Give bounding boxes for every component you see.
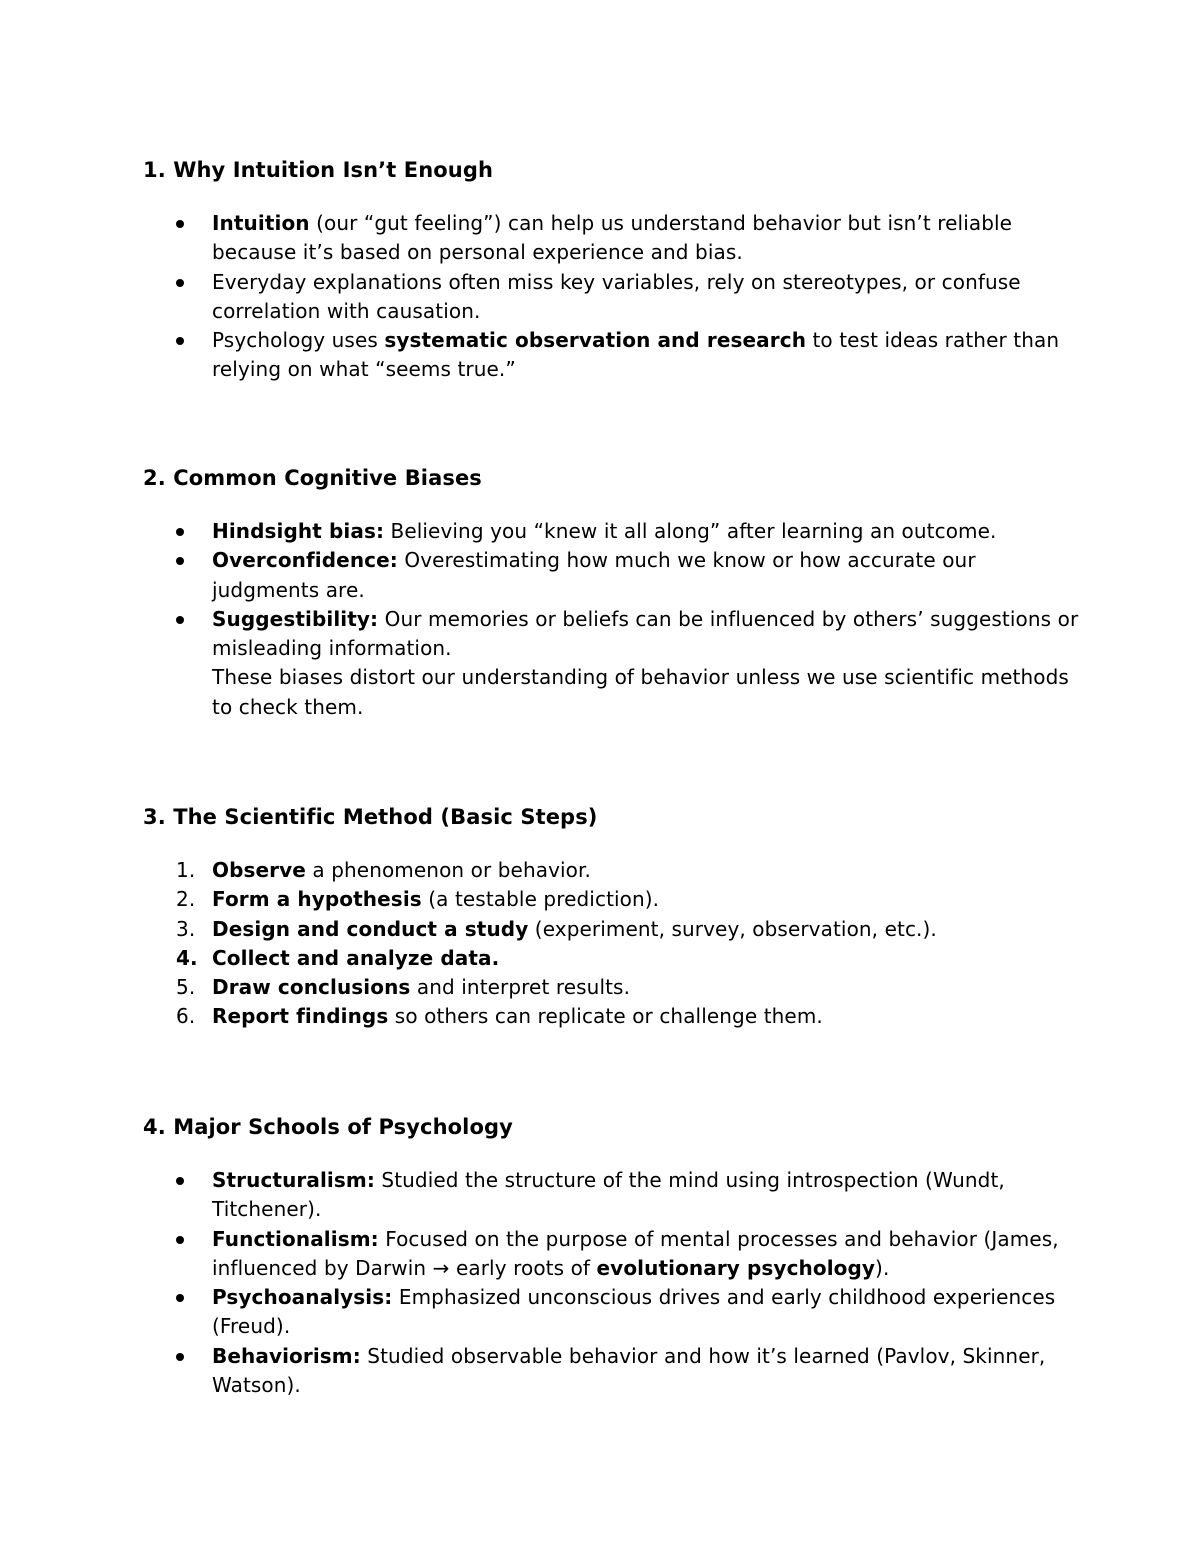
section-heading: 1. Why Intuition Isn’t Enough	[143, 158, 494, 182]
bullet-list	[143, 1166, 1080, 1400]
bullet-list	[143, 517, 1080, 722]
item-text: (experiment, survey, observation, etc.).	[528, 916, 937, 941]
item-term: Overconfidence:	[212, 548, 398, 573]
step-number: 1.	[176, 858, 196, 882]
step-number: 4.	[176, 945, 198, 970]
item-text: Our memories or beliefs can be influenced by others’ suggestions or misleading information.	[212, 606, 1079, 661]
item-term: evolutionary psychology	[596, 1255, 876, 1280]
list-item	[143, 517, 1080, 546]
item-text: to test ideas rather than relying on what “seems true.”	[212, 328, 1060, 382]
list-item	[143, 1002, 1080, 1031]
section-schools-of-psychology	[143, 1112, 1080, 1400]
list-item	[143, 1166, 1080, 1225]
list-item	[143, 1225, 1080, 1284]
item-text: Studied observable behavior and how it’s learned (Pavlov, Skinner, Watson).	[212, 1343, 1046, 1398]
numbered-list	[143, 856, 1080, 1032]
list-item	[143, 856, 1080, 885]
list-item	[143, 885, 1080, 914]
item-term: Form a hypothesis	[212, 887, 422, 912]
step-number: 2.	[176, 887, 196, 912]
section-heading: 2. Common Cognitive Biases	[143, 466, 482, 490]
item-term: Functionalism:	[212, 1226, 379, 1251]
item-text: Focused on the purpose of mental processes and behavior (James, influenced by Darwin → early roots of	[212, 1226, 1059, 1280]
item-term: Draw conclusions	[212, 975, 411, 1000]
list-item	[143, 973, 1080, 1002]
item-text: (a testable prediction).	[421, 887, 660, 912]
item-text: a phenomenon or behavior.	[305, 858, 591, 882]
item-term: Intuition	[212, 211, 310, 235]
section-intuition	[143, 155, 1080, 385]
bullet-list	[143, 209, 1080, 385]
list-item	[143, 915, 1080, 944]
list-item	[143, 546, 1080, 605]
step-number: 5.	[176, 975, 196, 1000]
step-number: 6.	[176, 1004, 196, 1029]
item-term: Report findings	[212, 1004, 389, 1029]
item-text: ).	[875, 1255, 890, 1280]
item-text: Believing you “knew it all along” after learning an outcome.	[384, 519, 997, 543]
item-text: Overestimating how much we know or how accurate our judgments are.	[212, 548, 976, 602]
item-text: Emphasized unconscious drives and early childhood experiences (Freud).	[212, 1285, 1056, 1339]
item-term: Collect and analyze data.	[212, 945, 500, 970]
list-item	[143, 944, 1080, 973]
item-term: Hindsight bias:	[212, 519, 385, 543]
item-text: and interpret results.	[410, 975, 631, 1000]
item-term: Observe	[212, 858, 306, 882]
item-term: Suggestibility:	[212, 606, 379, 631]
item-term: Behaviorism:	[212, 1343, 361, 1368]
list-item	[143, 326, 1080, 385]
item-term: Psychoanalysis:	[212, 1285, 393, 1310]
item-term: systematic observation and research	[384, 328, 807, 353]
section-heading: 3. The Scientific Method (Basic Steps)	[143, 805, 598, 829]
item-extra-text: These biases distort our understanding of behavior unless we use scientific methods to check them.	[212, 665, 1069, 719]
section-heading: 4. Major Schools of Psychology	[143, 1115, 513, 1139]
section-cognitive-biases	[143, 463, 1080, 722]
item-text: Everyday explanations often miss key variables, rely on stereotypes, or confuse correlation with causation.	[212, 269, 1021, 323]
item-term: Design and conduct a study	[212, 916, 529, 941]
list-item	[143, 605, 1080, 722]
item-term: Structuralism:	[212, 1168, 375, 1192]
step-number: 3.	[176, 916, 196, 941]
list-item	[143, 1283, 1080, 1342]
list-item	[143, 209, 1080, 268]
list-item	[143, 268, 1080, 327]
item-text: Studied the structure of the mind using introspection (Wundt, Titchener).	[212, 1168, 1005, 1222]
item-text: so others can replicate or challenge them.	[388, 1004, 823, 1029]
section-scientific-method	[143, 802, 1080, 1032]
item-text: (our “gut feeling”) can help us understand behavior but isn’t reliable because it’s based on personal experience and bias.	[212, 211, 1013, 265]
list-item	[143, 1342, 1080, 1401]
item-text: Psychology uses	[212, 328, 385, 353]
